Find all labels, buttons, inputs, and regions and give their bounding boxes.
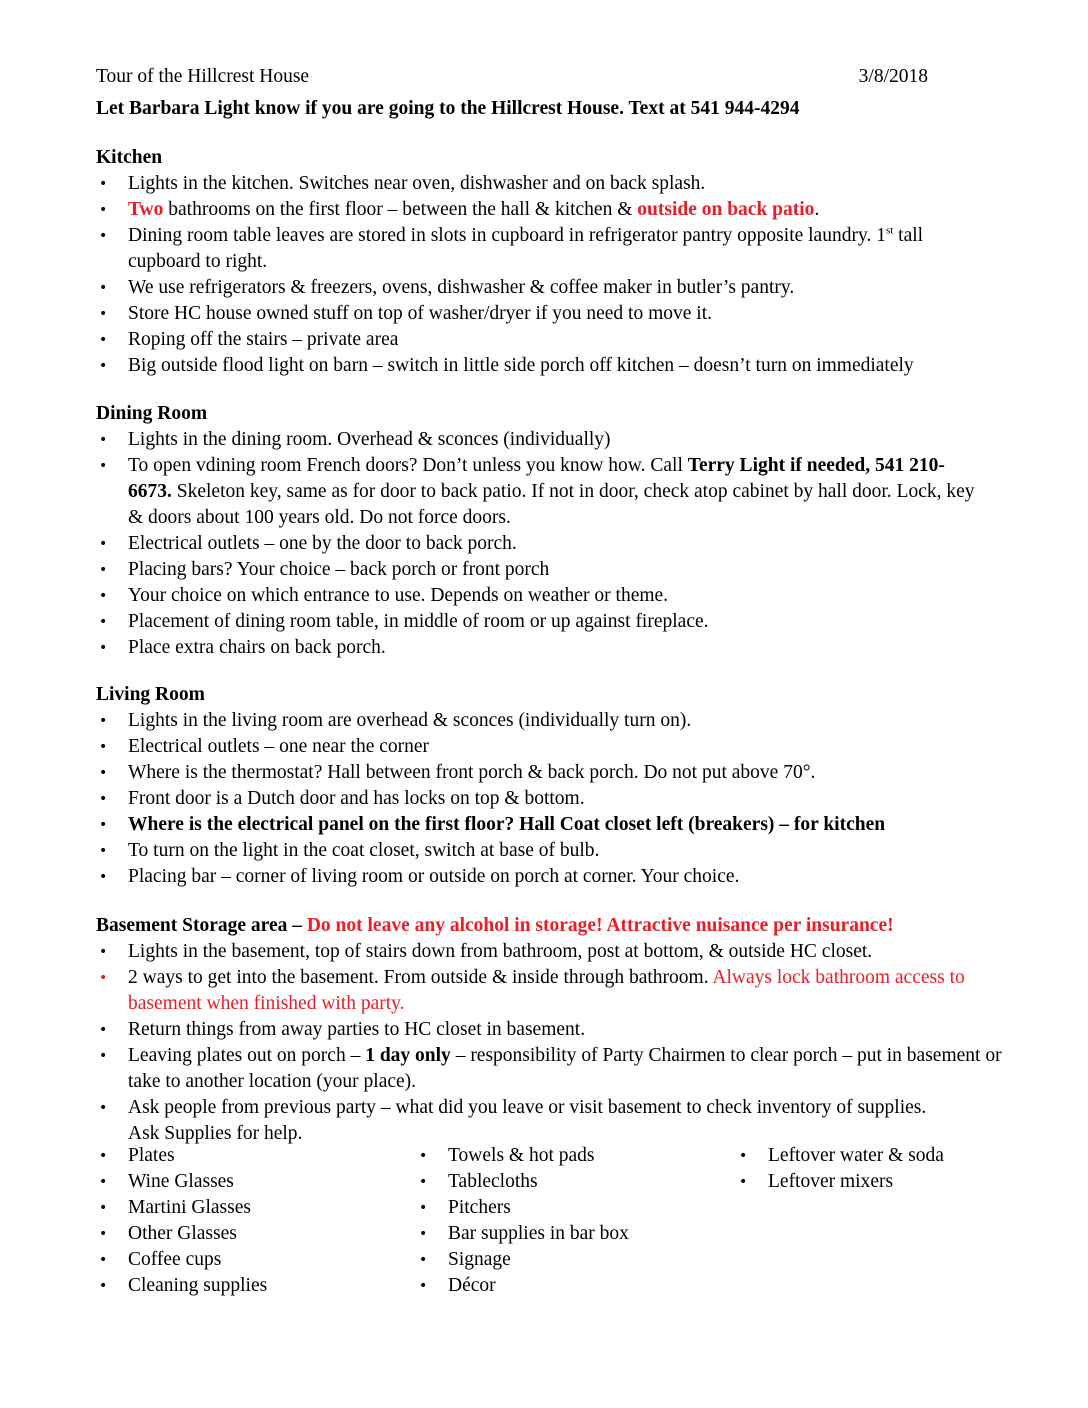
document-date: 3/8/2018 <box>858 66 928 87</box>
list-item <box>96 838 996 864</box>
supplies-list-2 <box>416 1143 629 1299</box>
item-text: Placing bars? Your choice – back porch or front porch <box>128 559 550 580</box>
item-text: Electrical outlets – one near the corner <box>128 736 430 757</box>
item-text: Lights in the living room are overhead & sconces (individually turn on). <box>128 710 692 731</box>
list-item <box>96 1043 1008 1095</box>
living-room-list <box>96 708 996 890</box>
list-item <box>96 353 996 379</box>
list-item <box>96 965 1008 1017</box>
item-text: Your choice on which entrance to use. Depends on weather or theme. <box>128 585 669 606</box>
list-item <box>96 171 996 197</box>
list-item <box>96 275 996 301</box>
list-item <box>96 734 996 760</box>
item-text: Ask people from previous party – what did you leave or visit basement to check inventory of supplies. Ask Supplies for help. <box>128 1097 927 1144</box>
item-text: Place extra chairs on back porch. <box>128 637 386 658</box>
item-text: Return things from away parties to HC closet in basement. <box>128 1019 586 1040</box>
list-item <box>96 223 996 275</box>
list-item <box>96 557 996 583</box>
item-text: – responsibility of Party Chairmen to clear porch – put in basement or take to another location (your place). <box>128 1045 1002 1092</box>
item-text: Electrical outlets – one by the door to back porch. <box>128 533 517 554</box>
item-text: Cleaning supplies <box>128 1275 268 1296</box>
list-item <box>96 1017 996 1043</box>
item-emphasis: Terry Light if needed, 541 210- 6673. <box>128 455 945 502</box>
item-text: To open vdining room French doors? Don’t unless you know how. Call <box>128 455 688 476</box>
list-item <box>96 609 996 635</box>
item-text: Leftover mixers <box>768 1171 894 1192</box>
kitchen-list <box>96 171 996 379</box>
item-text: bathrooms on the first floor – between the hall & kitchen & <box>163 199 638 220</box>
supplies-column-1 <box>96 1143 267 1299</box>
item-text: Roping off the stairs – private area <box>128 329 399 350</box>
list-item <box>96 1143 267 1169</box>
item-text: Bar supplies in bar box <box>448 1223 629 1244</box>
item-text: Skeleton key, same as for door to back patio. If not in door, check atop cabinet by hall door. Lock, key & doors about 100 years old. Do not force doors. <box>128 481 975 528</box>
list-item <box>416 1169 629 1195</box>
list-item <box>96 708 996 734</box>
supplies-list-1 <box>96 1143 267 1299</box>
item-text: Plates <box>128 1145 175 1166</box>
list-item <box>96 327 996 353</box>
supplies-column-3 <box>736 1143 944 1195</box>
item-text: Store HC house owned stuff on top of washer/dryer if you need to move it. <box>128 303 712 324</box>
list-item <box>96 760 996 786</box>
list-item <box>416 1195 629 1221</box>
item-text: Towels & hot pads <box>448 1145 595 1166</box>
list-item <box>96 864 996 890</box>
item-emphasis: Two <box>128 199 164 220</box>
list-item <box>96 197 996 223</box>
item-text: tall cupboard to right. <box>128 225 924 272</box>
item-text: Placing bar – corner of living room or outside on porch at corner. Your choice. <box>128 866 740 887</box>
item-text: Pitchers <box>448 1197 511 1218</box>
dining-room-list <box>96 427 996 661</box>
list-item <box>96 427 996 453</box>
item-text: Wine Glasses <box>128 1171 234 1192</box>
item-emphasis: Where is the electrical panel on the first floor? Hall Coat closet left (breakers) – for kitchen <box>128 814 886 835</box>
contact-notice: Let Barbara Light know if you are going to the Hillcrest House. Text at 541 944-4294 <box>96 98 800 119</box>
item-text: Lights in the dining room. Overhead & sconces (individually) <box>128 429 611 450</box>
item-text: Signage <box>448 1249 511 1270</box>
list-item <box>96 939 996 965</box>
item-text: Martini Glasses <box>128 1197 251 1218</box>
list-item <box>96 812 996 838</box>
item-text: . <box>814 199 820 220</box>
item-text: Lights in the basement, top of stairs down from bathroom, post at bottom, & outside HC closet. <box>128 941 873 962</box>
item-text: 2 ways to get into the basement. From outside & inside through bathroom. <box>128 967 713 988</box>
item-text: Tablecloths <box>448 1171 538 1192</box>
item-text: Lights in the kitchen. Switches near oven, dishwasher and on back splash. <box>128 173 706 194</box>
list-item <box>416 1247 629 1273</box>
item-emphasis: 1 day only <box>365 1045 451 1066</box>
supplies-list-3 <box>736 1143 944 1195</box>
list-item <box>96 583 996 609</box>
item-text: Where is the thermostat? Hall between front porch & back porch. Do not put above 70°. <box>128 762 816 783</box>
list-item <box>96 1247 267 1273</box>
item-emphasis: outside on back patio <box>637 199 815 220</box>
item-text: Placement of dining room table, in middle of room or up against fireplace. <box>128 611 709 632</box>
document-title: Tour of the Hillcrest House <box>96 66 310 87</box>
list-item <box>96 1195 267 1221</box>
list-item <box>416 1221 629 1247</box>
item-text: We use refrigerators & freezers, ovens, dishwasher & coffee maker in butler’s pantry. <box>128 277 795 298</box>
item-superscript: st <box>885 224 894 237</box>
item-text: Dining room table leaves are stored in slots in cupboard in refrigerator pantry opposite laundry. 1 <box>128 225 886 246</box>
item-text: To turn on the light in the coat closet, switch at base of bulb. <box>128 840 600 861</box>
list-item <box>96 531 996 557</box>
item-text: Front door is a Dutch door and has locks on top & bottom. <box>128 788 585 809</box>
heading-text: Basement Storage area – <box>96 915 307 936</box>
item-text: Big outside flood light on barn – switch in little side porch off kitchen – doesn’t turn on immediately <box>128 355 914 376</box>
item-text: Leftover water & soda <box>768 1145 944 1166</box>
list-item <box>736 1169 944 1195</box>
section-heading-kitchen: Kitchen <box>96 147 163 168</box>
item-text: Décor <box>448 1275 496 1296</box>
list-item <box>96 635 996 661</box>
alcohol-warning: Do not leave any alcohol in storage! Attractive nuisance per insurance! <box>306 915 894 936</box>
list-item <box>96 453 988 531</box>
list-item <box>96 1169 267 1195</box>
list-item <box>416 1273 629 1299</box>
basement-list <box>96 939 1002 1147</box>
section-kitchen <box>96 145 996 379</box>
list-item <box>96 786 996 812</box>
section-basement <box>96 913 1002 1147</box>
section-heading-dining-room: Dining Room <box>96 403 208 424</box>
supplies-column-2 <box>416 1143 629 1299</box>
section-heading-living-room: Living Room <box>96 684 205 705</box>
list-item <box>96 1221 267 1247</box>
list-item <box>96 1273 267 1299</box>
item-text: Leaving plates out on porch – <box>128 1045 366 1066</box>
list-item <box>736 1143 944 1169</box>
list-item <box>416 1143 629 1169</box>
section-living-room <box>96 682 996 890</box>
section-dining-room <box>96 401 996 661</box>
section-heading-basement <box>96 913 996 939</box>
list-item <box>96 301 996 327</box>
list-item <box>96 1095 960 1147</box>
header-line <box>96 66 928 90</box>
item-warning: Always lock bathroom access to basement when finished with party. <box>128 967 965 1014</box>
item-text: Other Glasses <box>128 1223 237 1244</box>
item-text: Coffee cups <box>128 1249 222 1270</box>
